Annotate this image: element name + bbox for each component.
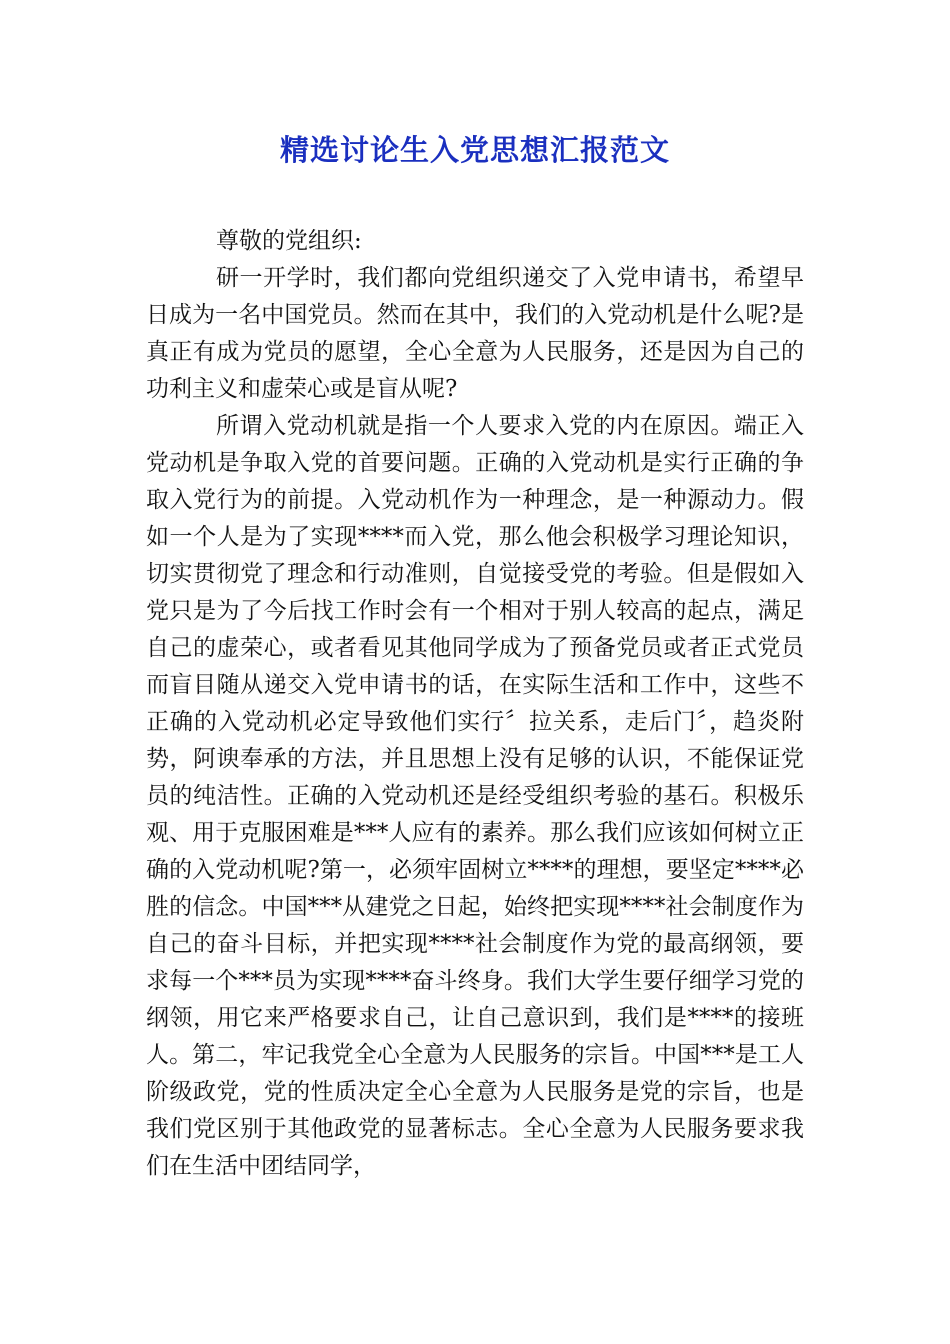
paragraph: 研一开学时，我们都向党组织递交了入党申请书，希望早日成为一名中国党员。然而在其中，我们的入党动机是什么呢?是真正有成为党员的愿望，全心全意为人民服务，还是因为自己的功利主义和虚荣心或是盲从呢? [146, 265, 804, 402]
document-body [146, 223, 804, 1185]
paragraph: 所谓入党动机就是指一个人要求入党的内在原因。端正入党动机是争取入党的首要问题。正确的入党动机是实行正确的争取入党行为的前提。入党动机作为一种理念，是一种源动力。假如一个人是为了实现****而入党，那么他会积极学习理论知识，切实贯彻党了理念和行动准则，自觉接受党的考验。但是假如入党只是为了今后找工作时会有一个相对于别人较高的起点，满足自己的虚荣心，或者看见其他同学成为了预备党员或者正式党员而盲目随从递交入党申请书的话，在实际生活和工作中，这些不正确的入党动机必定导致他们实行〞拉关系，走后门〞，趋炎附势，阿谀奉承的方法，并且思想上没有足够的认识，不能保证党员的纯洁性。正确的入党动机还是经受组织考验的基石。积极乐观、用于克服困难是***人应有的素养。那么我们应该如何树立正确的入党动机呢?第一，必须牢固树立****的理想，要坚定****必胜的信念。中国***从建党之日起，始终把实现****社会制度作为自己的奋斗目标，并把实现****社会制度作为党的最高纲领，要求每一个***员为实现****奋斗终身。我们大学生要仔细学习党的纲领，用它来严格要求自己，让自己意识到，我们是****的接班人。第二，牢记我党全心全意为人民服务的宗旨。中国***是工人阶级政党，党的性质决定全心全意为人民服务是党的宗旨，也是我们党区别于其他政党的显著标志。全心全意为人民服务要求我们在生活中团结同学， [146, 413, 804, 1179]
salutation: 尊敬的党组织: [216, 228, 362, 254]
document-title: 精选讨论生入党思想汇报范文 [279, 133, 670, 167]
